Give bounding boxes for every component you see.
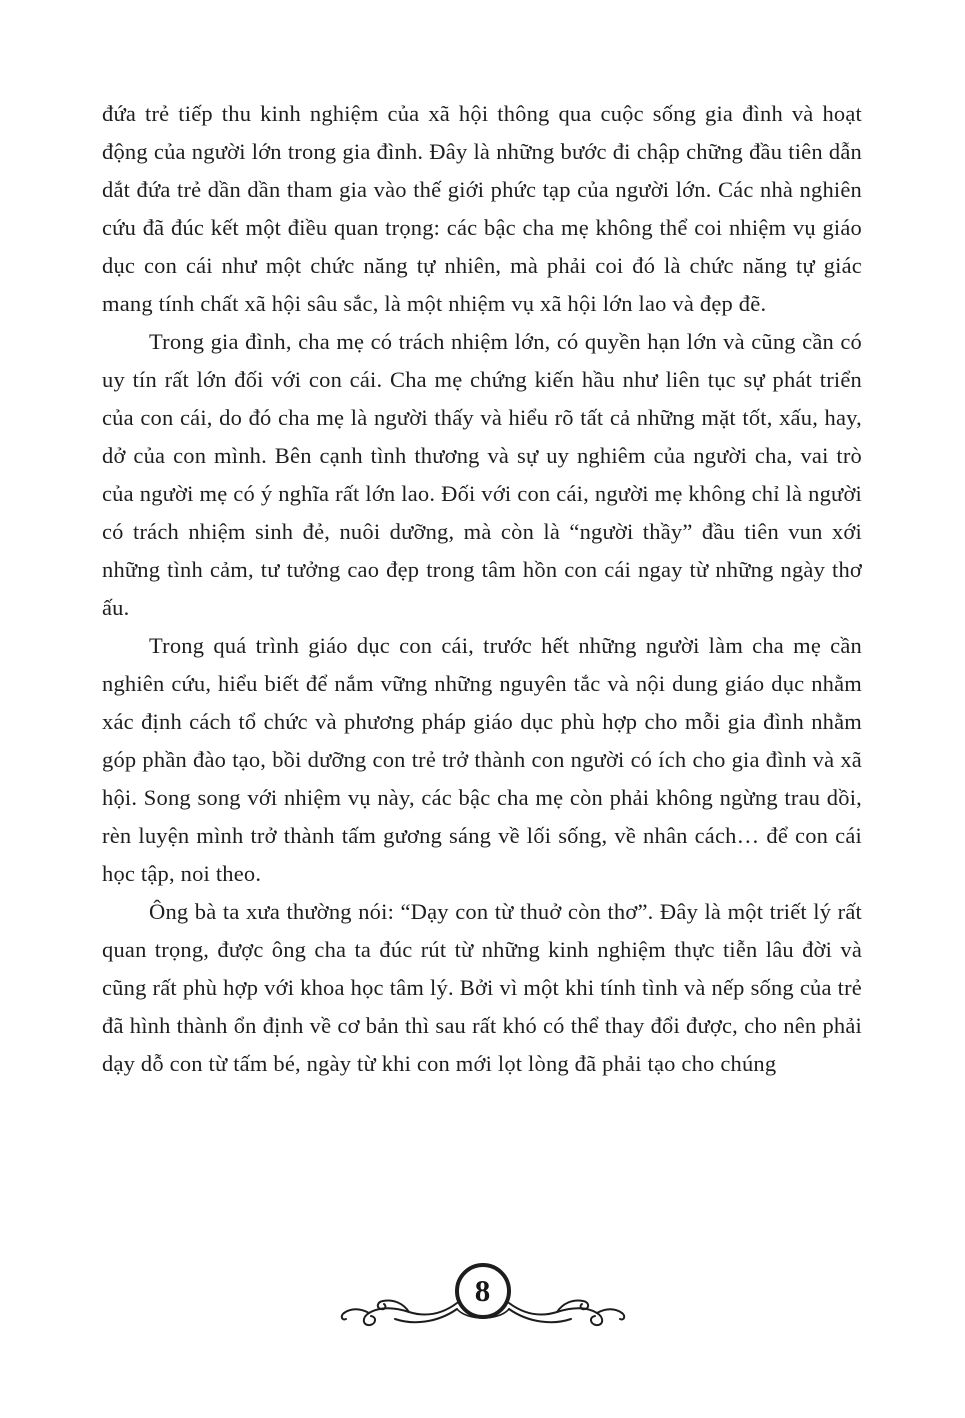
body-text [102, 95, 862, 1083]
page-footer [333, 1257, 633, 1337]
paragraph: Trong gia đình, cha mẹ có trách nhiệm lớn, có quyền hạn lớn và cũng cần có uy tín rất lớn đối với con cái. Cha mẹ chứng kiến hầu như liên tục sự phát triển của con cái, do đó cha mẹ là người thấy và hiểu rõ tất cả những mặt tốt, xấu, hay, dở của con mình. Bên cạnh tình thương và sự uy nghiêm của người cha, vai trò của người mẹ có ý nghĩa rất lớn lao. Đối với con cái, người mẹ không chỉ là người có trách nhiệm sinh đẻ, nuôi dưỡng, mà còn là “người thầy” đầu tiên vun xới những tình cảm, tư tưởng cao đẹp trong tâm hồn con cái ngay từ những ngày thơ ấu. [102, 329, 862, 620]
paragraph: Trong quá trình giáo dục con cái, trước hết những người làm cha mẹ cần nghiên cứu, hiểu biết để nắm vững những nguyên tắc và nội dung giáo dục nhằm xác định cách tổ chức và phương pháp giáo dục phù hợp cho mỗi gia đình nhằm góp phần đào tạo, bồi dưỡng con trẻ trở thành con người có ích cho gia đình và xã hội. Song song với nhiệm vụ này, các bậc cha mẹ còn phải không ngừng trau dồi, rèn luyện mình trở thành tấm gương sáng về lối sống, về nhân cách… để con cái học tập, noi theo. [102, 633, 862, 886]
page-number: 8 [474, 1273, 491, 1308]
paragraph: Ông bà ta xưa thường nói: “Dạy con từ thuở còn thơ”. Đây là một triết lý rất quan trọng, được ông cha ta đúc rút từ những kinh nghiệm thực tiễn lâu đời và cũng rất phù hợp với khoa học tâm lý. Bởi vì một khi tính tình và nếp sống của trẻ đã hình thành ổn định về cơ bản thì sau rất khó có thể thay đổi được, cho nên phải dạy dỗ con từ tấm bé, ngày từ khi con mới lọt lòng đã phải tạo cho chúng [102, 899, 862, 1076]
paragraph: đứa trẻ tiếp thu kinh nghiệm của xã hội thông qua cuộc sống gia đình và hoạt động của người lớn trong gia đình. Đây là những bước đi chập chững đầu tiên dẫn dắt đứa trẻ dần dần tham gia vào thế giới phức tạp của người lớn. Các nhà nghiên cứu đã đúc kết một điều quan trọng: các bậc cha mẹ không thể coi nhiệm vụ giáo dục con cái như một chức năng tự nhiên, mà phải coi đó là chức năng tự giác mang tính chất xã hội sâu sắc, là một nhiệm vụ xã hội lớn lao và đẹp đẽ. [102, 101, 862, 316]
